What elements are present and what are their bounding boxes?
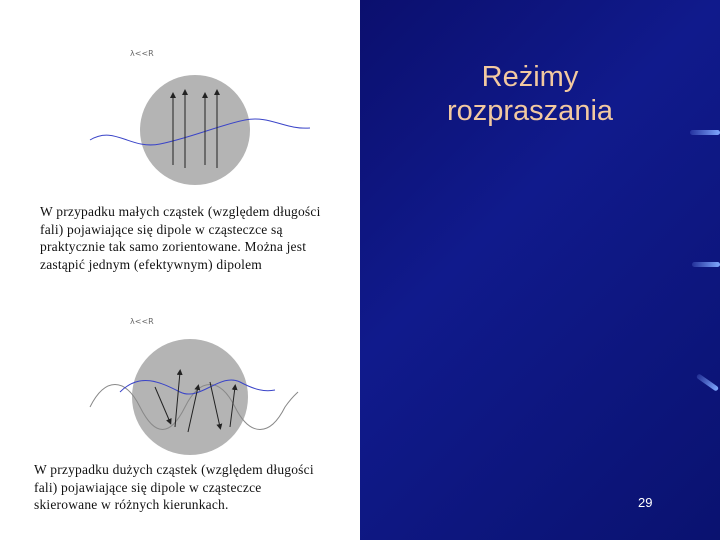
slide-number: 29 — [638, 495, 653, 510]
decorative-streak — [690, 130, 720, 135]
particle-sphere — [140, 75, 250, 185]
particle-sphere — [132, 339, 248, 455]
slide-title: Reżimy rozpraszania — [446, 61, 614, 127]
wavelength-label: λ<<R — [130, 317, 154, 326]
large-particle-caption: W przypadku dużych cząstek (względem długości fali) pojawiające się dipole w cząsteczce skierowane w różnych kierunkach. — [34, 462, 314, 512]
decorative-streak — [692, 262, 720, 267]
large-particle-diagram — [70, 312, 310, 462]
wavelength-label: λ<<R — [130, 49, 154, 58]
small-particle-diagram — [70, 40, 310, 200]
small-particle-caption: W przypadku małych cząstek (względem długości fali) pojawiające się dipole w cząsteczce są praktycznie tak samo zorientowane. Można jest zastąpić jednym (efektywnym) dipolem — [40, 204, 321, 272]
